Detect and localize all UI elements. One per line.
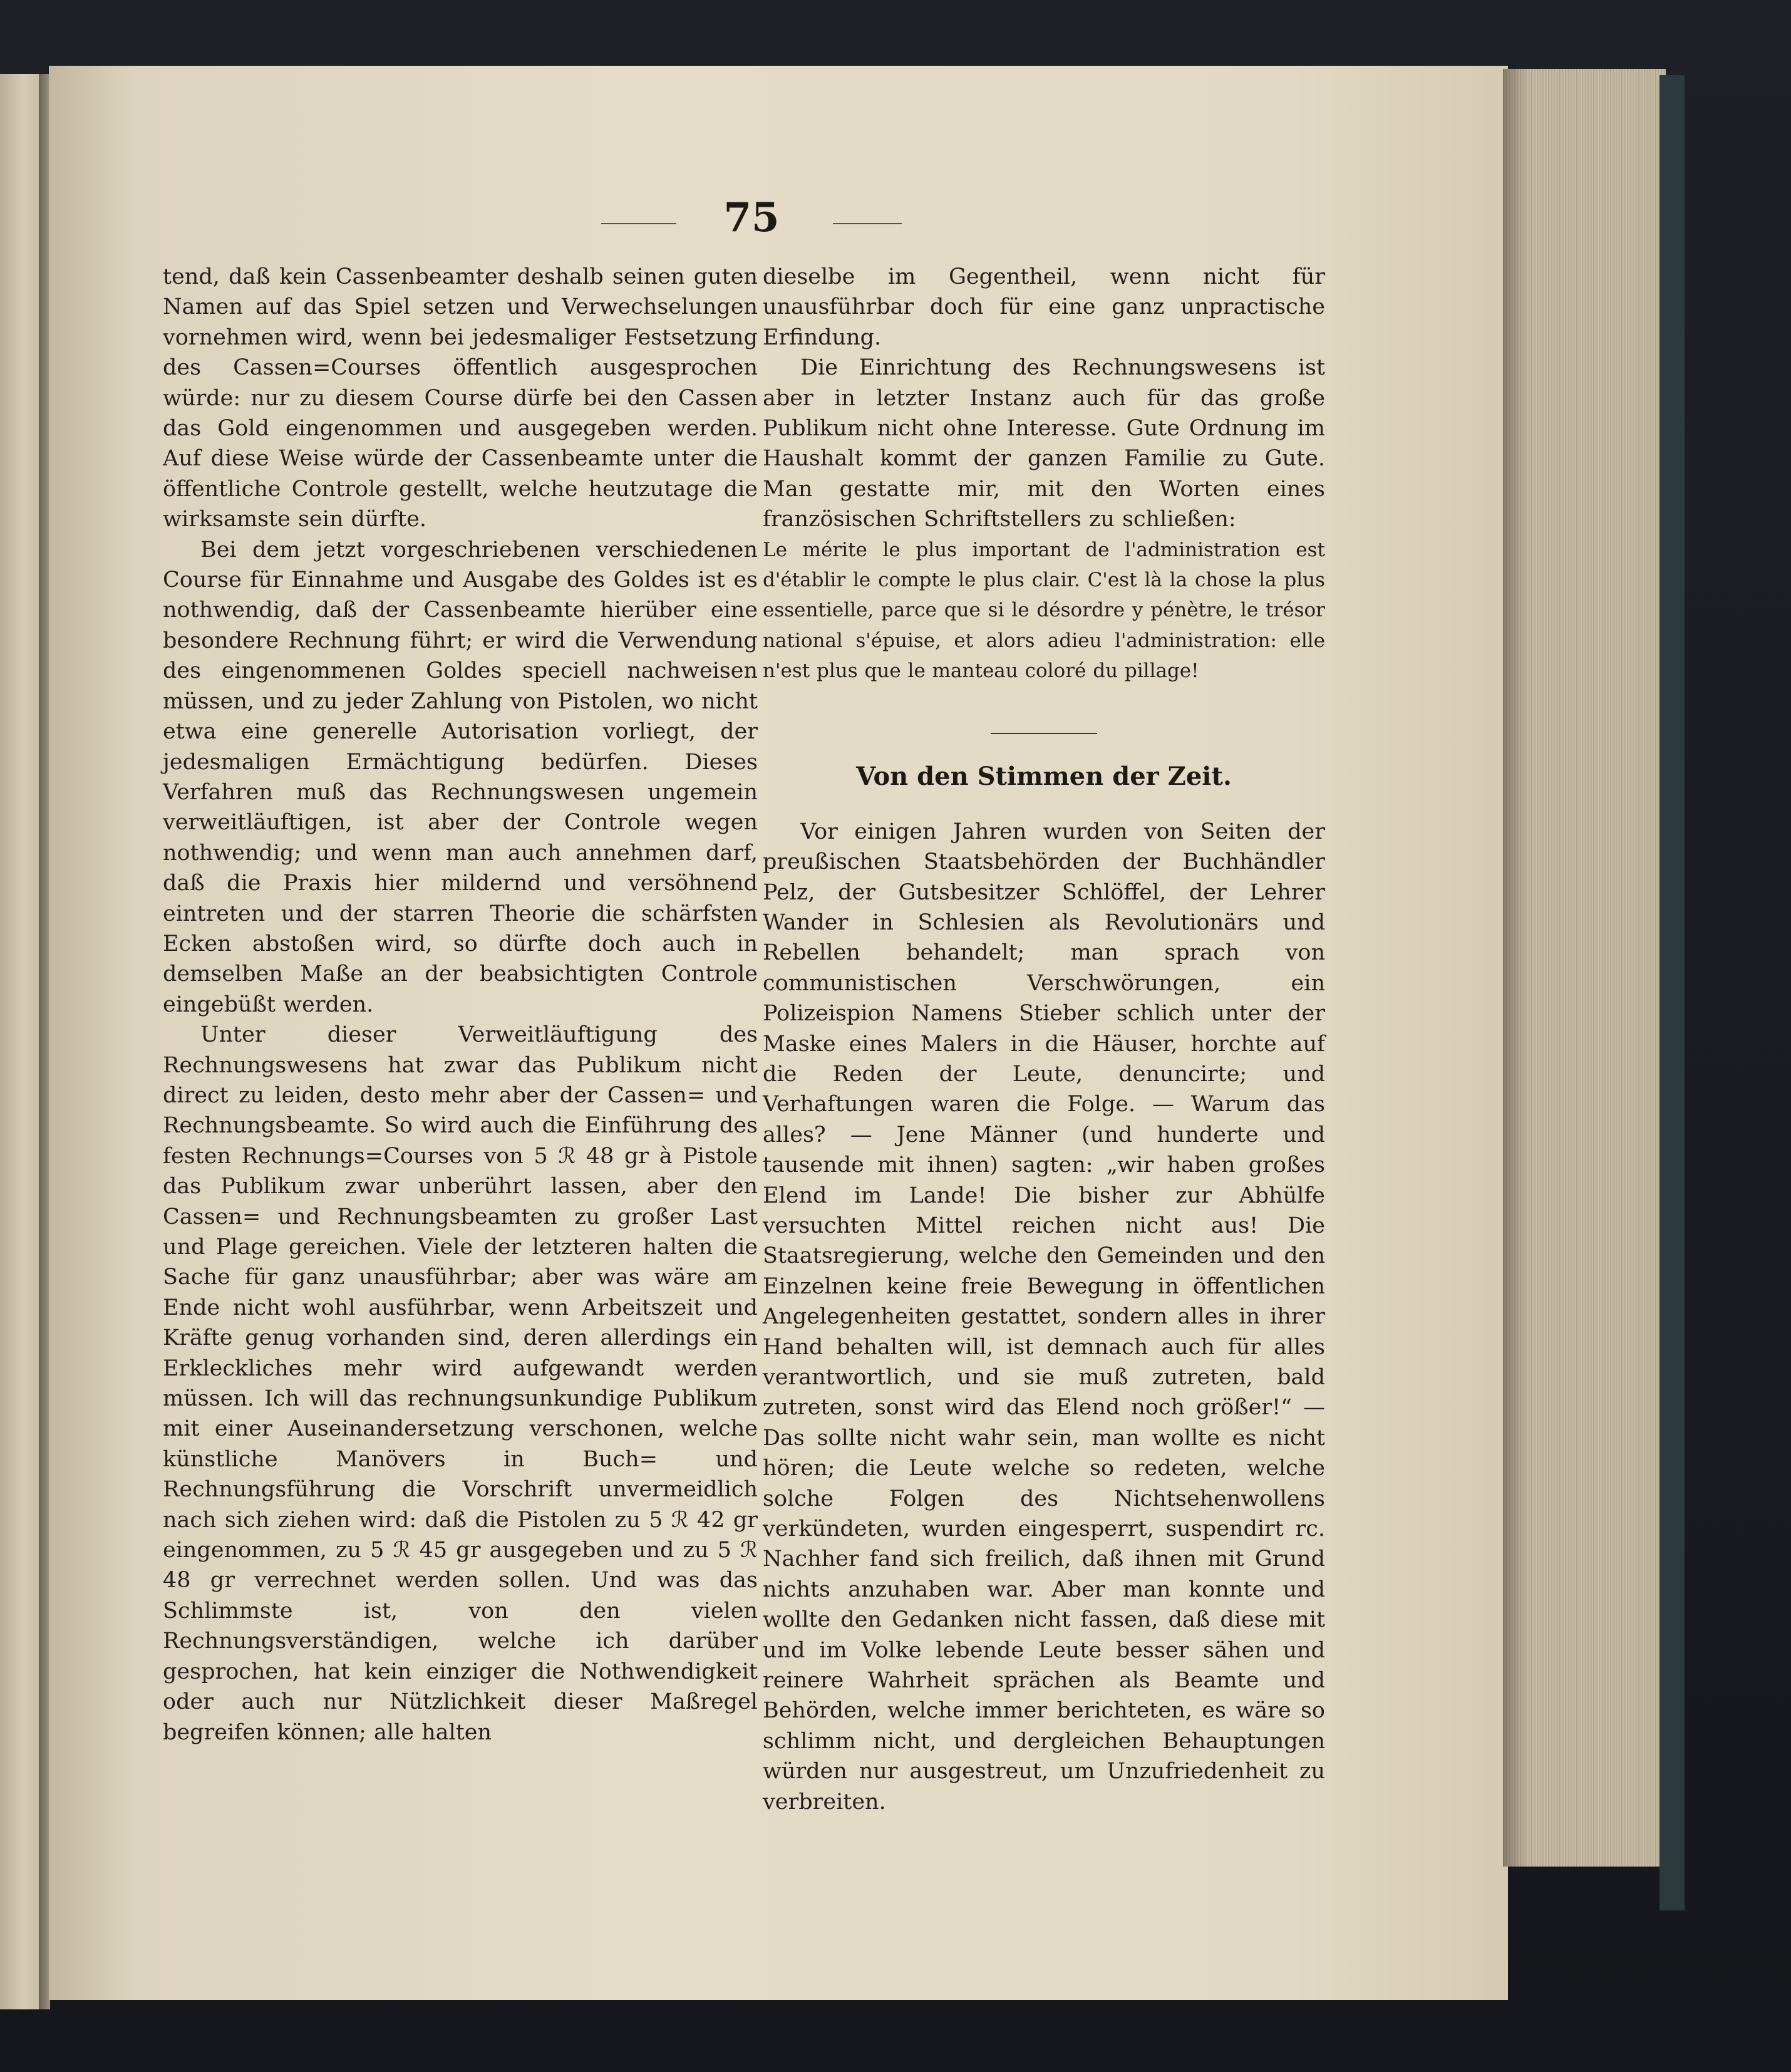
page-header (601, 194, 902, 257)
facing-page-edge (0, 74, 39, 2009)
header-rule-left (601, 223, 676, 224)
page-number: 75 (723, 194, 780, 241)
header-rule-right (833, 223, 902, 224)
section-divider (991, 733, 1097, 734)
french-quote: Le mérite le plus important de l'administration est d'établir le compte le plus clair. C'est là la chose la plus essentielle, parce que si le désordre y pénètre, le trésor national s'épuise, et alors adieu l'administration: elle n'est plus que le manteau coloré du pillage! (763, 538, 1325, 683)
book-cover-edge (1659, 75, 1685, 1910)
section-heading: Von den Stimmen der Zeit. (856, 761, 1232, 791)
paragraph: dieselbe im Gegentheil, wenn nicht für unausführbar doch für eine ganz unpractische Erfindung. (763, 264, 1325, 350)
paragraph: Unter dieser Verweitläuftigung des Rechnungswesens hat zwar das Publikum nicht direct zu leiden, desto mehr aber der Cassen= und Rechnungsbeamte. So wird auch die Einführung des festen Rechnungs=Courses von 5 ℛ 48 gr à Pistole das Publikum zwar unberührt lassen, aber den Cassen= und Rechnungsbeamten zu großer Last und Plage gereichen. Viele der letzteren halten die Sache für ganz unausführbar; aber was wäre am Ende nicht wohl ausführbar, wenn Arbeitszeit und Kräfte genug vorhanden sind, deren allerdings ein Erkleckliches mehr wird aufgewandt werden müssen. Ich will das rechnungsunkundige Publikum mit einer Auseinandersetzung verschonen, welche künstliche Manövers in Buch= und Rechnungsführung die Vorschrift unvermeidlich nach sich ziehen wird: daß die Pistolen zu 5 ℛ 42 gr eingenommen, zu 5 ℛ 45 gr ausgegeben und zu 5 ℛ 48 gr verrechnet werden sollen. Und was das Schlimmste ist, von den vielen Rechnungsverständigen, welche ich darüber gesprochen, hat kein einziger die Nothwendigkeit oder auch nur Nützlichkeit dieser Maßregel begreifen können; alle halten (163, 1022, 758, 1745)
left-column (163, 262, 758, 1748)
page-block-shadow (1503, 69, 1528, 1867)
paragraph: tend, daß kein Cassenbeamter deshalb seinen guten Namen auf das Spiel setzen und Verwechselungen vornehmen wird, wenn bei jedesmaliger Festsetzung des Cassen=Courses öffentlich ausgesprochen würde: nur zu diesem Course dürfe bei den Cassen das Gold eingenommen und ausgegeben werden. Auf diese Weise würde der Cassenbeamte unter die öffentliche Controle gestellt, welche heutzutage die wirksamste sein dürfte. (163, 264, 758, 532)
paragraph: Die Einrichtung des Rechnungswesens ist aber in letzter Instanz auch für das große Publikum nicht ohne Interesse. Gute Ordnung im Haushalt kommt der ganzen Familie zu Gute. Man gestatte mir, mit den Worten eines französischen Schriftstellers zu schließen: (763, 355, 1325, 532)
paragraph: Bei dem jetzt vorgeschriebenen verschiedenen Course für Einnahme und Ausgabe des Goldes ist es nothwendig, daß der Cassenbeamte hierüber eine besondere Rechnung führt; er wird die Verwendung des eingenommenen Goldes speciell nachweisen müssen, und zu jeder Zahlung von Pistolen, wo nicht etwa eine generelle Autorisation vorliegt, der jedesmaligen Ermächtigung bedürfen. Dieses Verfahren muß das Rechnungswesen ungemein verweitläuftigen, ist aber der Controle wegen nothwendig; und wenn man auch annehmen darf, daß die Praxis hier mildernd und versöhnend eintreten und der starren Theorie die schärfsten Ecken abstoßen wird, so dürfte doch auch in demselben Maße an der beabsichtigten Controle eingebüßt werden. (163, 537, 758, 1017)
right-column (763, 262, 1325, 1817)
paragraph: Vor einigen Jahren wurden von Seiten der preußischen Staatsbehörden der Buchhändler Pelz, der Gutsbesitzer Schlöffel, der Lehrer Wander in Schlesien als Revolutionärs und Rebellen behandelt; man sprach von communistischen Verschwörungen, ein Polizeispion Namens Stieber schlich unter der Maske eines Malers in die Häuser, horchte auf die Reden der Leute, denuncirte; und Verhaftungen waren die Folge. — Warum das alles? — Jene Männer (und hunderte und tausende mit ihnen) sagten: „wir haben großes Elend im Lande! Die bisher zur Abhülfe versuchten Mittel reichen nicht aus! Die Staatsregierung, welche den Gemeinden und den Einzelnen keine freie Bewegung in öffentlichen Angelegenheiten gestattet, sondern alles in ihrer Hand behalten will, ist demnach auch für alles verantwortlich, und sie muß zutreten, bald zutreten, sonst wird das Elend noch größer!“ — Das sollte nicht wahr sein, man wollte es nicht hören; die Leute welche so redeten, welche solche Folgen des Nichtsehenwollens verkündeten, wurden eingesperrt, suspendirt rc. Nachher fand sich freilich, daß ihnen mit Grund nichts anzuhaben war. Aber man konnte und wollte den Gedanken nicht fassen, daß diese mit und im Volke lebende Leute besser sähen und reinere Wahrheit sprächen als Beamte und Behörden, welche immer berichteten, es wäre so schlimm nicht, und dergleichen Behauptungen würden nur ausgestreut, um Unzufriedenheit zu verbreiten. (763, 819, 1325, 1815)
